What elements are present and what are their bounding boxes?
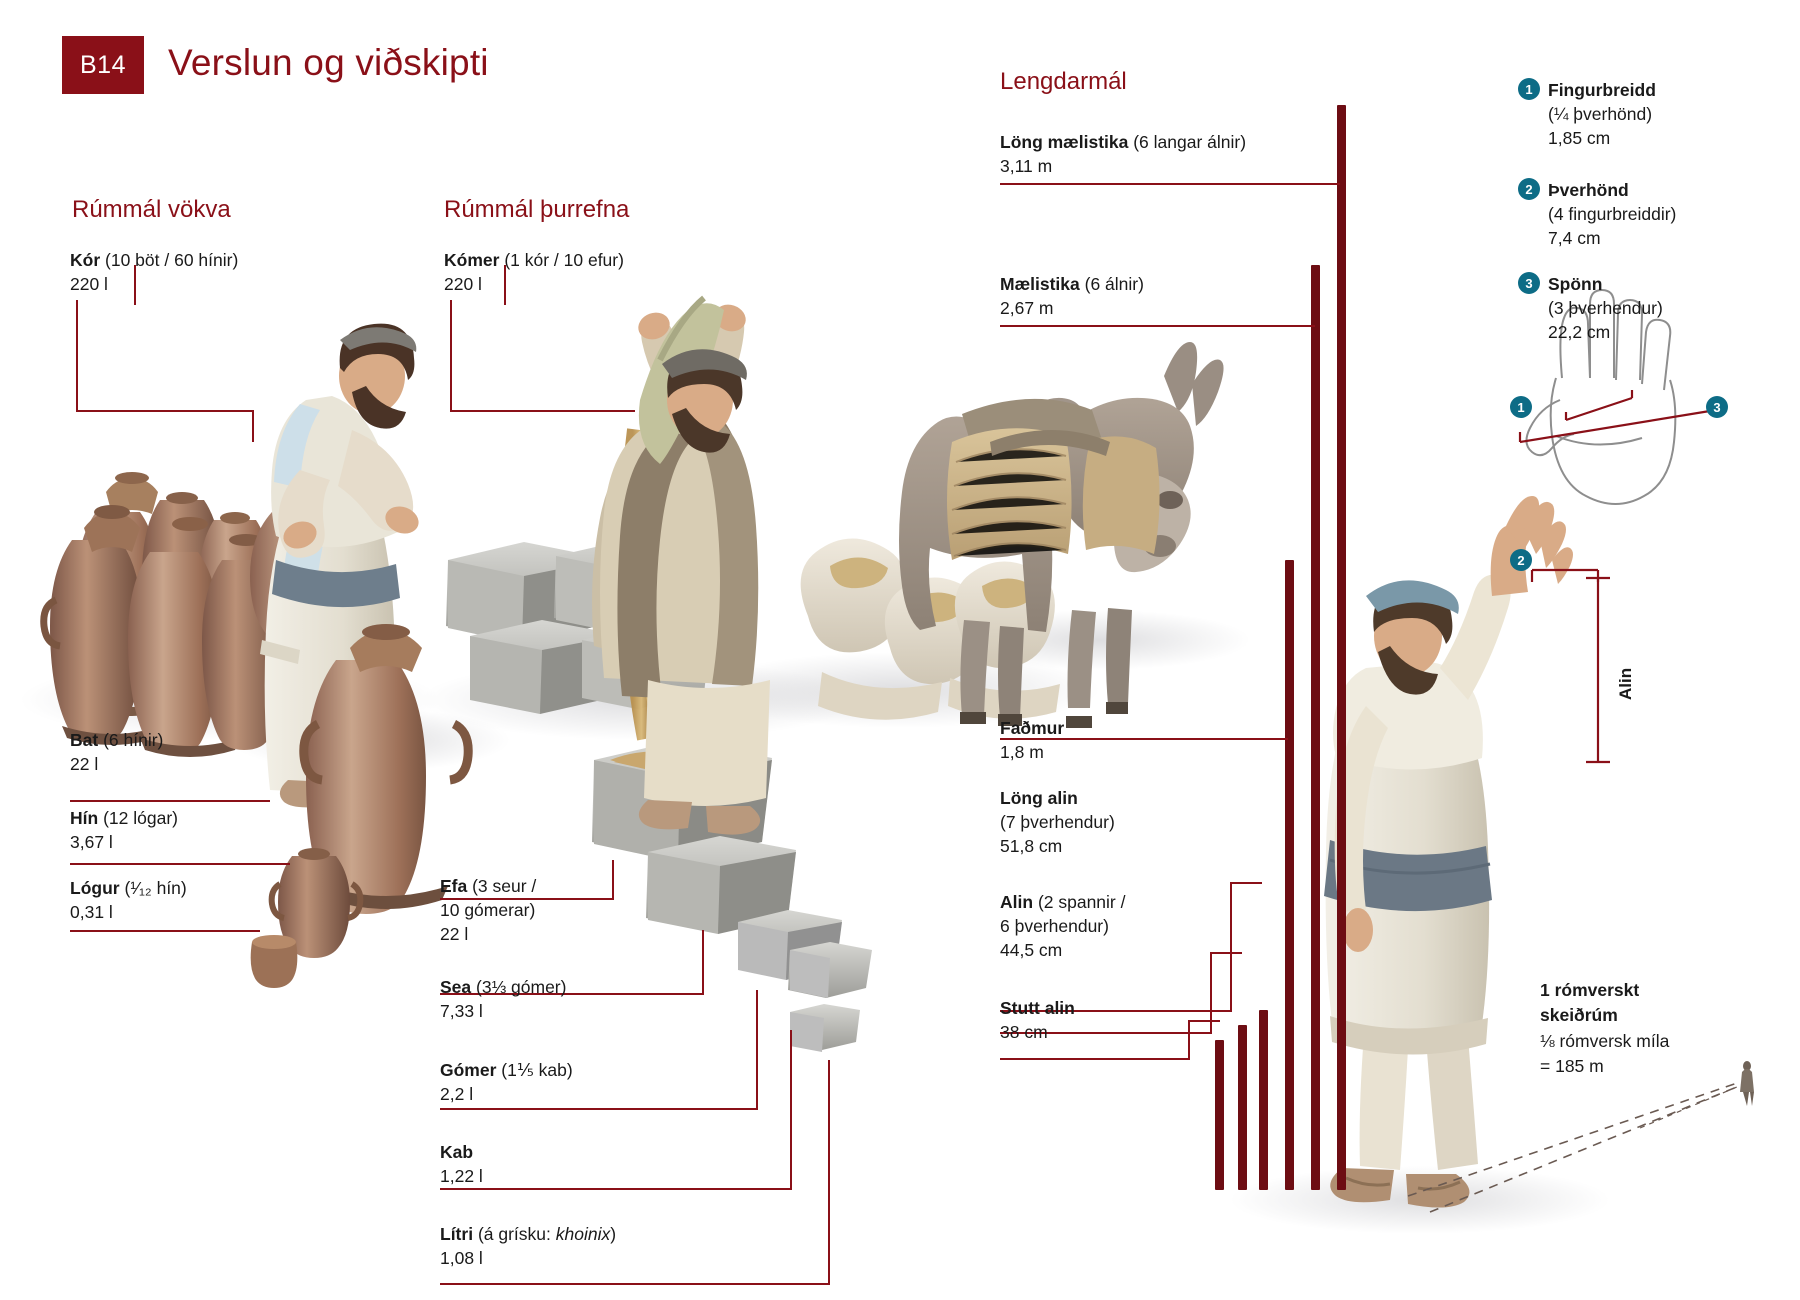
leader-longcubit-v [1230,882,1232,1012]
measure-rod-paren: (6 álnir) [1084,274,1144,294]
leader-kab-horiz [440,1188,792,1190]
measure-efa [440,874,536,946]
small-cup [251,935,298,988]
measure-efa-value: 22 l [440,924,469,945]
legend-span [1548,272,1663,344]
roman-mile-block [1540,978,1669,1080]
measure-short-cubit-name: Stutt alin [1000,998,1075,1018]
measure-fathom-value: 1,8 m [1000,742,1044,763]
marker-2-legend: 2 [1518,178,1540,200]
measure-gomer [440,1058,573,1106]
measure-bat [70,728,163,776]
measure-bat-value: 22 l [70,754,99,775]
measure-litri-paren: (á grísku: khoinix) [477,1224,617,1244]
marker-1-hand: 1 [1510,396,1532,418]
measure-litri-greek: khoinix [555,1224,611,1244]
legend-span-name: Spönn [1548,274,1603,294]
measure-sea-paren: (3⅓ gómer) [476,977,567,997]
bar-short-cubit [1215,1040,1224,1190]
leader-cubit-h2 [1210,952,1242,954]
measure-komer-value: 220 l [444,274,482,295]
measure-efa-name: Efa [440,876,468,896]
measure-efa-paren: (3 seur / [472,876,537,896]
measure-komer [444,248,624,296]
leader-gomer-vert [756,990,758,1110]
legend-span-paren: (3 þverhendur) [1548,298,1663,319]
measure-long-rod [1000,130,1246,178]
measure-litri-name: Lítri [440,1224,474,1244]
leader-logur [70,930,260,932]
distant-figure [1740,1061,1754,1106]
measure-cubit-paren: (2 spannir / [1037,892,1126,912]
legend-fingerbreadth-value: 1,85 cm [1548,128,1611,149]
measure-rod [1000,272,1144,320]
legend-fingerbreadth-paren: (¼ þverhönd) [1548,104,1653,125]
leader-shortcubit-h1 [1000,1058,1190,1060]
measure-long-cubit [1000,786,1115,858]
leader-kor-horiz [76,410,253,412]
measure-short-cubit [1000,996,1075,1044]
bar-long-measuring-rod [1337,105,1346,1190]
measure-bat-name: Bat [70,730,99,750]
measure-short-cubit-value: 38 cm [1000,1022,1048,1043]
leader-sea-vert [702,930,704,995]
heading-liquid-volume: Rúmmál vökva [72,196,231,223]
figure-standing-measure [1324,496,1573,1208]
leader-longcubit-h2 [1230,882,1262,884]
leader-litri-vert [828,1060,830,1285]
page-title: Verslun og viðskipti [168,42,489,83]
measure-cubit-name: Alin [1000,892,1034,912]
measure-kab [440,1140,483,1188]
measure-rod-name: Mælistika [1000,274,1080,294]
measure-logur [70,876,187,924]
leader-kor-vert-right [252,410,254,442]
figure-pouring-grain [592,298,770,835]
measure-long-cubit-name: Löng alin [1000,788,1078,808]
amphora-cluster [44,472,286,757]
leader-kab-vert [790,1030,792,1190]
heading-length: Lengdarmál [1000,68,1127,95]
measure-kor [70,248,238,296]
leader-hin [70,863,290,865]
heading-dry-volume: Rúmmál þurrefna [444,196,630,223]
measure-cubit-paren2: 6 þverhendur) [1000,916,1109,937]
measure-rod-value: 2,67 m [1000,298,1054,319]
measure-efa-paren2: 10 gómerar) [440,900,536,921]
measure-sea [440,975,566,1023]
measure-long-cubit-paren: (7 þverhendur) [1000,812,1115,833]
section-badge: B14 [62,36,144,94]
legend-handbreadth-value: 7,4 cm [1548,228,1601,249]
measure-long-rod-paren: (6 langar álnir) [1133,132,1247,152]
leader-shortcubit-h2 [1188,1020,1220,1022]
leader-long-rod [1000,183,1340,185]
measure-hin-value: 3,67 l [70,832,113,853]
bar-long-cubit [1259,1010,1268,1190]
roman-mile-line4: = 185 m [1540,1056,1604,1077]
measure-sea-name: Sea [440,977,472,997]
measure-kab-name: Kab [440,1142,474,1162]
measure-cubit [1000,890,1125,962]
leader-cubit-v [1210,952,1212,1034]
leader-rod [1000,325,1315,327]
leader-litri-horiz [440,1283,830,1285]
measure-gomer-paren: (1⅕ kab) [501,1060,573,1080]
marker-3-legend: 3 [1518,272,1540,294]
measure-kor-name: Kór [70,250,101,270]
leader-shortcubit-v [1188,1020,1190,1060]
measure-litri [440,1222,616,1270]
bar-fathom [1285,560,1294,1190]
roman-mile-line1: 1 rómverskt [1540,980,1640,1000]
roman-mile-line2: skeiðrúm [1540,1005,1618,1026]
measure-hin [70,806,178,854]
legend-handbreadth [1548,178,1676,250]
marker-1-legend: 1 [1518,78,1540,100]
measure-gomer-value: 2,2 l [440,1084,474,1105]
measure-sea-value: 7,33 l [440,1001,483,1022]
marker-2-hand: 2 [1510,549,1532,571]
measure-hin-name: Hín [70,808,99,828]
roman-mile-line3: ⅛ rómversk míla [1540,1030,1670,1051]
leader-bat [70,800,270,802]
measure-cubit-value: 44,5 cm [1000,940,1063,961]
legend-fingerbreadth [1548,78,1656,150]
measure-gomer-name: Gómer [440,1060,497,1080]
measure-logur-paren: (¹⁄₁₂ hín) [124,878,187,898]
legend-handbreadth-name: Þverhönd [1548,180,1629,200]
leader-kor-vert-left [76,300,78,412]
measure-fathom [1000,716,1064,764]
measure-kor-paren: (10 böt / 60 hínir) [105,250,239,270]
measure-kab-value: 1,22 l [440,1166,483,1187]
bar-measuring-rod [1311,265,1320,1190]
measure-long-rod-name: Löng mælistika [1000,132,1129,152]
label-alin-vertical: Alin [1616,667,1635,700]
legend-handbreadth-paren: (4 fingurbreiddir) [1548,204,1677,225]
measure-fathom-name: Faðmur [1000,718,1065,738]
bar-cubit [1238,1025,1247,1190]
leader-efa-vert [612,860,614,900]
measure-logur-value: 0,31 l [70,902,113,923]
legend-fingerbreadth-name: Fingurbreidd [1548,80,1656,100]
leader-komer-vert-left [450,300,452,412]
measure-bat-paren: (6 hínir) [103,730,164,750]
leader-komer-horiz [450,410,635,412]
measure-hin-paren: (12 lógar) [103,808,178,828]
measure-komer-paren: (1 kór / 10 efur) [504,250,624,270]
measure-litri-value: 1,08 l [440,1248,483,1269]
measure-komer-name: Kómer [444,250,500,270]
leader-gomer-horiz [440,1108,758,1110]
legend-span-value: 22,2 cm [1548,322,1611,343]
measure-logur-name: Lógur [70,878,120,898]
marker-3-hand: 3 [1706,396,1728,418]
measure-kor-value: 220 l [70,274,108,295]
measure-long-cubit-value: 51,8 cm [1000,836,1063,857]
measure-long-rod-value: 3,11 m [1000,156,1053,177]
